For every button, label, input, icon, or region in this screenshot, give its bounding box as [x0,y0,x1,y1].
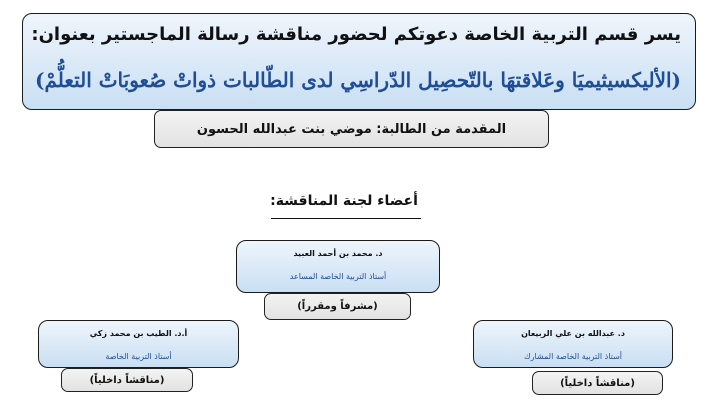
thesis-title: (الأليكسيثيميَا وعَلاقتهَا بالتّحصِيل الدّراسِي لدى الطّالبات ذواتْ صُعوبَاتْ التعلُّمْ) [35,68,681,92]
invitation-text: يسر قسم التربية الخاصة دعوتكم لحضور مناقشة رسالة الماجستير بعنوان: [31,24,681,45]
member-name: د. عبدالله بن علي الربيعان [521,329,625,338]
member-role-badge [532,371,663,395]
committee-member-examiner-left [38,320,239,368]
member-role: (مشرفاً ومقرراً) [297,301,378,312]
presenter-box [154,110,549,148]
member-name: د. محمد بن أحمد العبيد [293,249,383,258]
member-name: أ.د. الطيب بن محمد زكي [89,329,188,338]
member-title: أستاذ التربية الخاصة [105,352,172,361]
invitation-header [22,13,696,110]
member-role: (مناقشاً داخلياً) [560,377,635,389]
committee-title-underline [271,218,421,219]
presenter-text: المقدمة من الطالبة: موضي بنت عبدالله الحسون [196,121,507,137]
committee-member-supervisor [236,240,440,293]
member-title: أستاذ التربية الخاصة المشارك [523,352,623,361]
member-role-badge [61,368,193,392]
member-role-badge [264,293,411,320]
member-title: أستاذ التربية الخاصة المساعد [289,272,387,281]
committee-title: أعضاء لجنة المناقشة: [270,193,418,209]
committee-member-examiner-right [473,320,673,368]
member-role: (مناقشاً داخلياً) [89,374,165,386]
